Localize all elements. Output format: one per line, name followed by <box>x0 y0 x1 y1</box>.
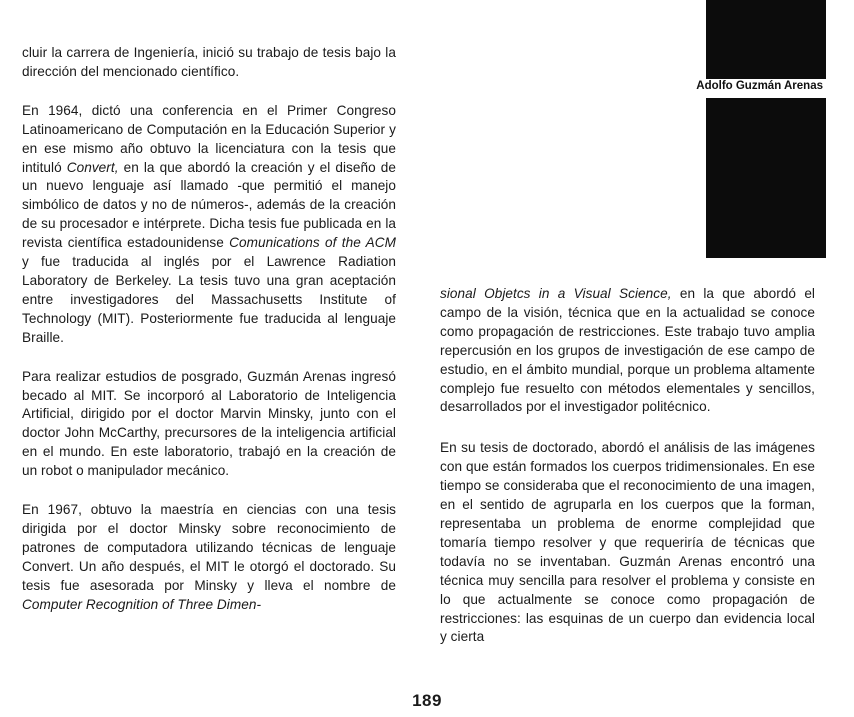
left-paragraph-4 <box>22 501 396 614</box>
decorative-dark-block <box>706 0 826 258</box>
right-column <box>440 285 815 647</box>
right-paragraph-2: En su tesis de doctorado, abordó el análisis de las imágenes con que están formados los cuerpos tridimensionales. En ese tiempo se consideraba que el reconocimiento de una imagen, en el sentido de agruparla en los cuerpos que la forman, representaba un problema de enorme complejidad que tomaría tiempo resolver y que requeriría de técnicas que todavía no se inventaban. Guzmán Arenas encontró una técnica muy sencilla para resolver el problema y consiste en lo que actualmente se conoce como propagación de restricciones: las esquinas de un cuerpo dan evidencia local y cierta <box>440 440 815 645</box>
left-paragraph-2-italic-b: Comunications of the ACM <box>229 235 396 251</box>
right-paragraph-1-italic-a: sional Objetcs in a Visual Science, <box>440 286 672 301</box>
left-paragraph-2 <box>22 102 396 348</box>
left-paragraph-4-text-a: En 1967, obtuvo la maestría en ciencias con una tesis dirigida por el doctor Minsky sobre reconocimiento de patrones de computadora utilizando técnicas de lenguaje Convert. Un año después, el MIT le otorgó el doctorado. Su tesis fue asesorada por Minsky y lleva el nombre de <box>22 502 396 593</box>
left-paragraph-3: Para realizar estudios de posgrado, Guzmán Arenas ingresó becado al MIT. Se incorporó al Laboratorio de Inteligencia Artificial, dirigido por el doctor Marvin Minsky, junto con el doctor John McCarthy, precursores de la inteligencia artificial en el mundo. En este laboratorio, trabajó en la creación de un robot o manipulador mecánico. <box>22 368 396 479</box>
left-paragraph-2-text-a: En 1964, dictó una conferencia en el Primer Congreso Latinoamericano de Computación en la Educación Superior y en ese mismo año obtuvo la licenciatura con la tesis que intituló <box>22 102 396 175</box>
page-number: 189 <box>412 691 442 710</box>
left-paragraph-1: cluir la carrera de Ingeniería, inició su trabajo de tesis bajo la dirección del mencionado científico. <box>22 45 396 79</box>
left-paragraph-4-italic-a: Computer Recognition of Three Dimen- <box>22 596 262 612</box>
left-paragraph-2-italic-a: Convert, <box>66 159 119 175</box>
right-paragraph-1-text-a: en la que abordó el campo de la visión, técnica que en la actualidad se conoce como propagación de restricciones. Este trabajo tuvo amplia repercusión en los grupos de investigación de ese campo de estudio, en el ámbito mundial, porque un problema altamente complejo fue resuelto con métodos elementales y sencillos, desarrollados por el investigador politécnico. <box>440 286 815 415</box>
running-header-author: Adolfo Guzmán Arenas <box>696 80 823 92</box>
left-paragraph-2-text-c: y fue traducida al inglés por el Lawrence Radiation Laboratory de Berkeley. La tesis tuvo una gran aceptación entre investigadores del Massachusetts Institute of Technology (MIT). Posteriormente fue traducida al lenguaje Braille. <box>22 254 396 345</box>
left-paragraph-2-text-b: en la que abordó la creación y el diseño de un nuevo lenguaje así llamado -que permitió el manejo simbólico de datos y no de números-, además de la creación de su procesador e intérprete. Dicha tesis fue publicada en la revista científica estadounidense <box>22 159 396 251</box>
right-paragraph-1 <box>440 285 815 417</box>
left-column <box>22 44 396 614</box>
